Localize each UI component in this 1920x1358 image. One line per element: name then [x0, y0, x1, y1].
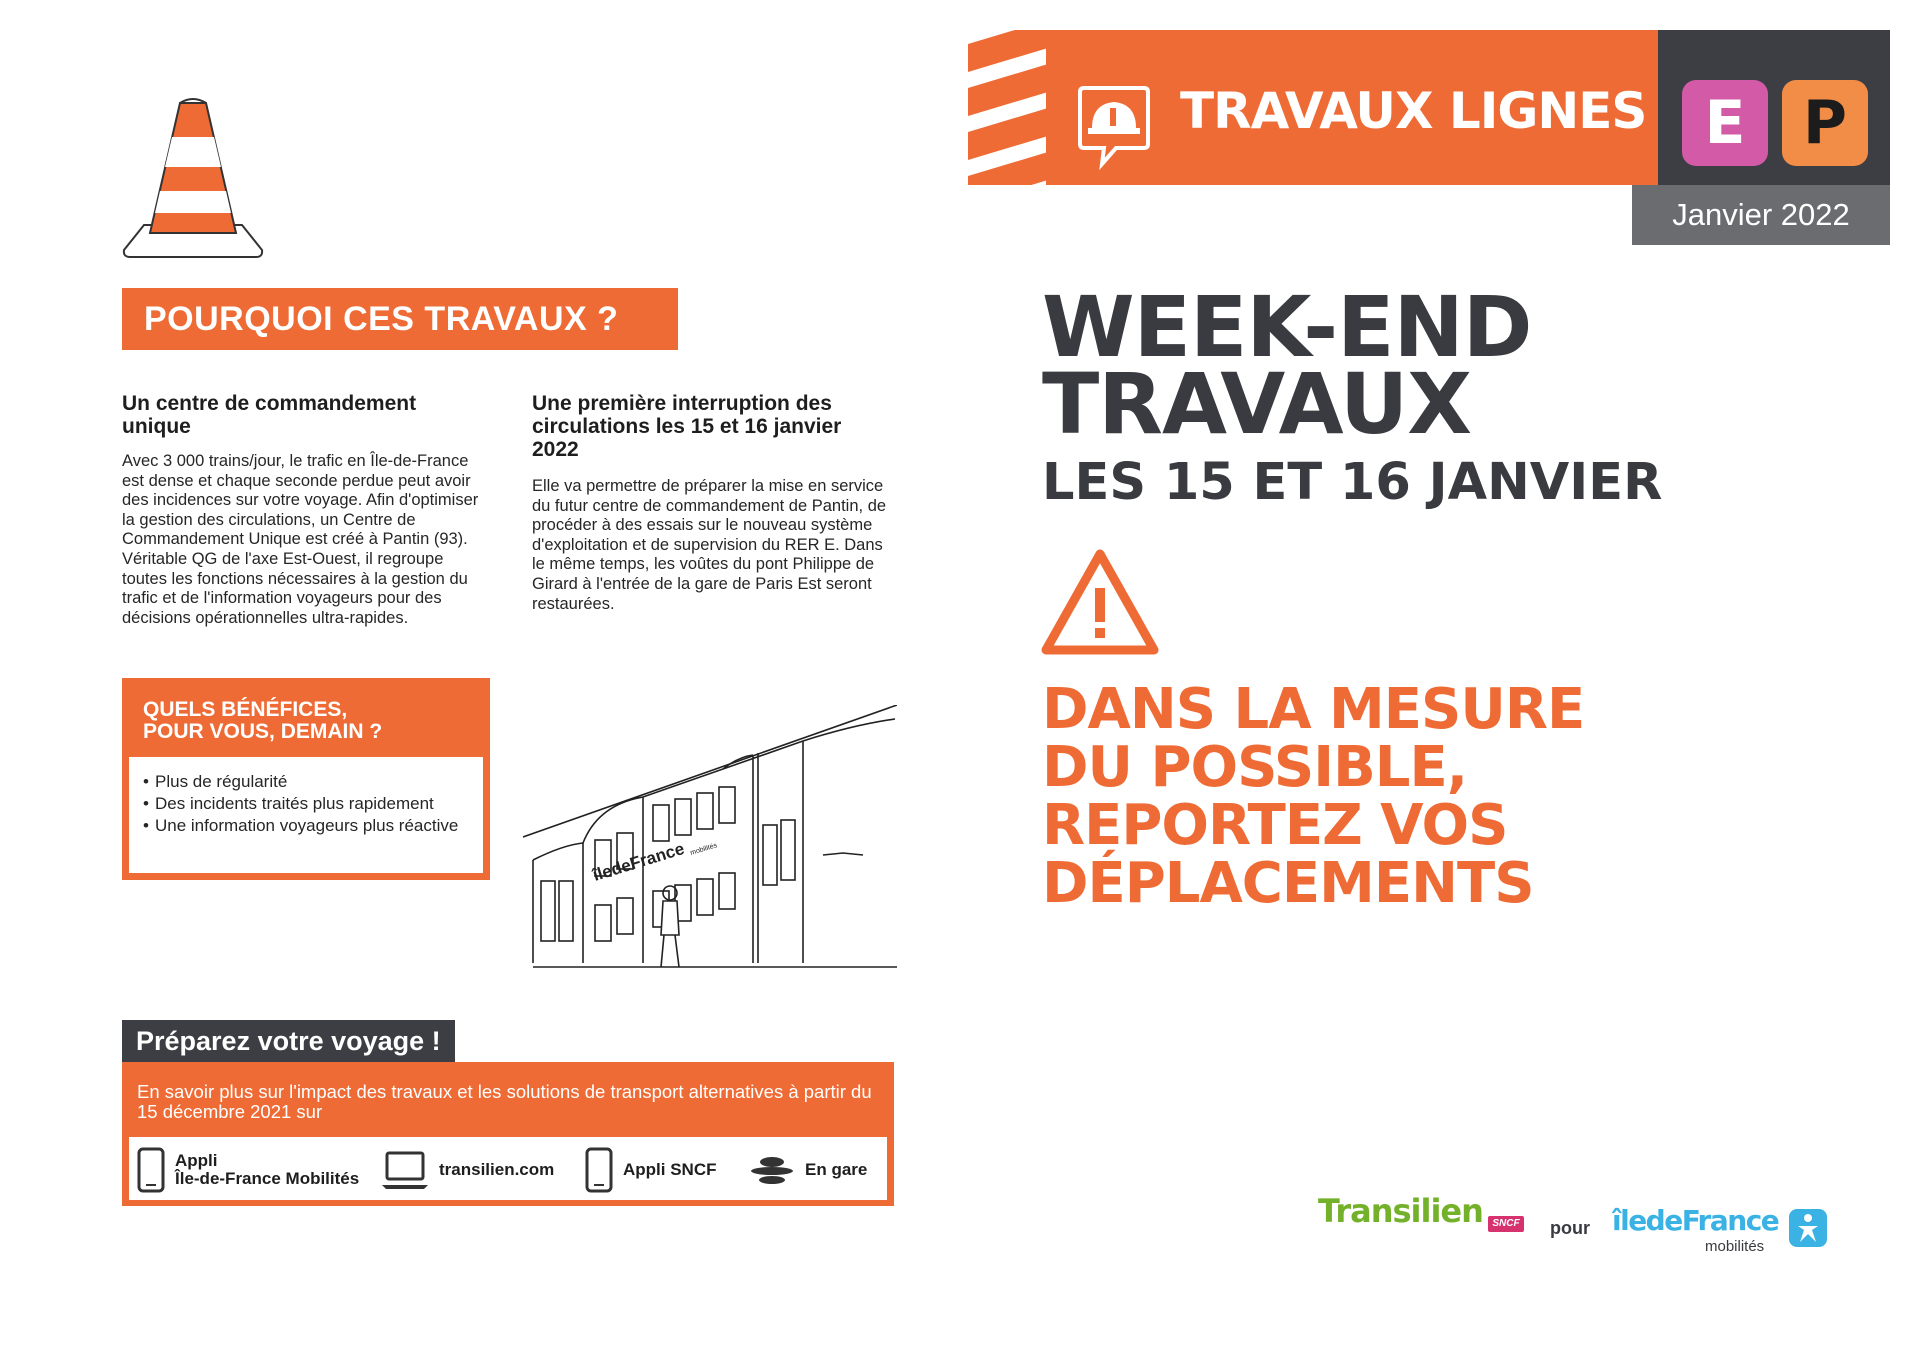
- why-works-title: POURQUOI CES TRAVAUX ?: [122, 288, 678, 350]
- col1-body: Avec 3 000 trains/jour, le trafic en Île-de-France est dense et chaque seconde perdue peut avoir des incidences sur votre voyage. Afin d'optimiser la gestion des circulations, un Centre de Commandement Unique est créé à Pantin (93). Véritable QG de l'axe Est-Ouest, il regroupe toutes les fonctions nécessaires à la gestion du trafic et de l'information voyageurs pour des décisions opérationnelles ultra-rapides.: [122, 452, 479, 627]
- benefit-item: • Des incidents traités plus rapidement: [143, 793, 469, 815]
- benefits-title: QUELS BÉNÉFICES, POUR VOUS, DEMAIN ?: [143, 698, 383, 743]
- logo-connector: pour: [1550, 1218, 1590, 1238]
- train-logo: îledeFrance: [590, 839, 687, 885]
- idf-mobilites-mark-icon: [1788, 1208, 1828, 1248]
- headline-line-2: TRAVAUX: [1042, 355, 1471, 453]
- channel-app-sncf[interactable]: Appli SNCF: [585, 1145, 717, 1195]
- banner-title: TRAVAUX LIGNES: [1180, 82, 1647, 140]
- laptop-icon: [381, 1150, 429, 1190]
- train-logo-sub: mobilités: [689, 842, 719, 857]
- advice-line: REPORTEZ VOS: [1042, 793, 1508, 858]
- advice-line: DANS LA MESURE: [1042, 677, 1585, 742]
- info-channels: [129, 1137, 887, 1200]
- smartphone-icon: [137, 1147, 165, 1193]
- col1-heading: Un centre de commandement unique: [122, 392, 417, 438]
- benefits-list: [129, 757, 483, 873]
- benefit-item: • Plus de régularité: [143, 771, 469, 793]
- col2-heading: Une première interruption des circulations les 15 et 16 janvier 2022: [532, 392, 842, 461]
- sncf-logo: SNCF: [1488, 1216, 1524, 1232]
- banner-stripes: [968, 30, 1048, 185]
- smartphone-icon: [585, 1147, 613, 1193]
- col2-body: Elle va permettre de préparer la mise en service du futur centre de commandement de Pantin, de procéder à des essais sur le nouveau système d'exploitation et de supervision du RER E. Dans le même temps, les voûtes du pont Philippe de Girard à l'entrée de la gare de Paris Est seront restaurées.: [532, 477, 887, 613]
- traffic-cone-icon: [118, 95, 268, 263]
- warning-icon: [1040, 548, 1160, 658]
- lines-panel: [1658, 30, 1890, 185]
- date-badge: Janvier 2022: [1632, 185, 1890, 245]
- advice-line: DÉPLACEMENTS: [1042, 851, 1534, 916]
- channel-app-idf[interactable]: Appli Île-de-France Mobilités: [137, 1145, 359, 1195]
- headline-dates: LES 15 ET 16 JANVIER: [1042, 453, 1663, 512]
- worker-helmet-icon: [1076, 82, 1152, 172]
- train-illustration: [523, 705, 897, 973]
- channel-station[interactable]: En gare: [749, 1145, 867, 1195]
- line-e-badge: E: [1682, 80, 1768, 166]
- prepare-trip-text: En savoir plus sur l'impact des travaux et les solutions de transport alternatives à partir du 15 décembre 2021 sur: [137, 1081, 872, 1122]
- transilien-logo: Transilien: [1318, 1192, 1483, 1230]
- benefit-item: • Une information voyageurs plus réactive: [143, 815, 469, 837]
- advice-line: DU POSSIBLE,: [1042, 735, 1467, 800]
- line-p-badge: P: [1782, 80, 1868, 166]
- idf-mobilites-logo: îledeFrance: [1612, 1204, 1779, 1237]
- idf-mobilites-sub: mobilités: [1705, 1238, 1765, 1255]
- benefits-box: [122, 678, 490, 880]
- prepare-trip-box: [122, 1062, 894, 1206]
- headline-line-1: WEEK-END: [1042, 278, 1532, 376]
- channel-web[interactable]: transilien.com: [381, 1145, 554, 1195]
- prepare-trip-title: Préparez votre voyage !: [122, 1020, 455, 1062]
- speaker-icon: [749, 1154, 795, 1186]
